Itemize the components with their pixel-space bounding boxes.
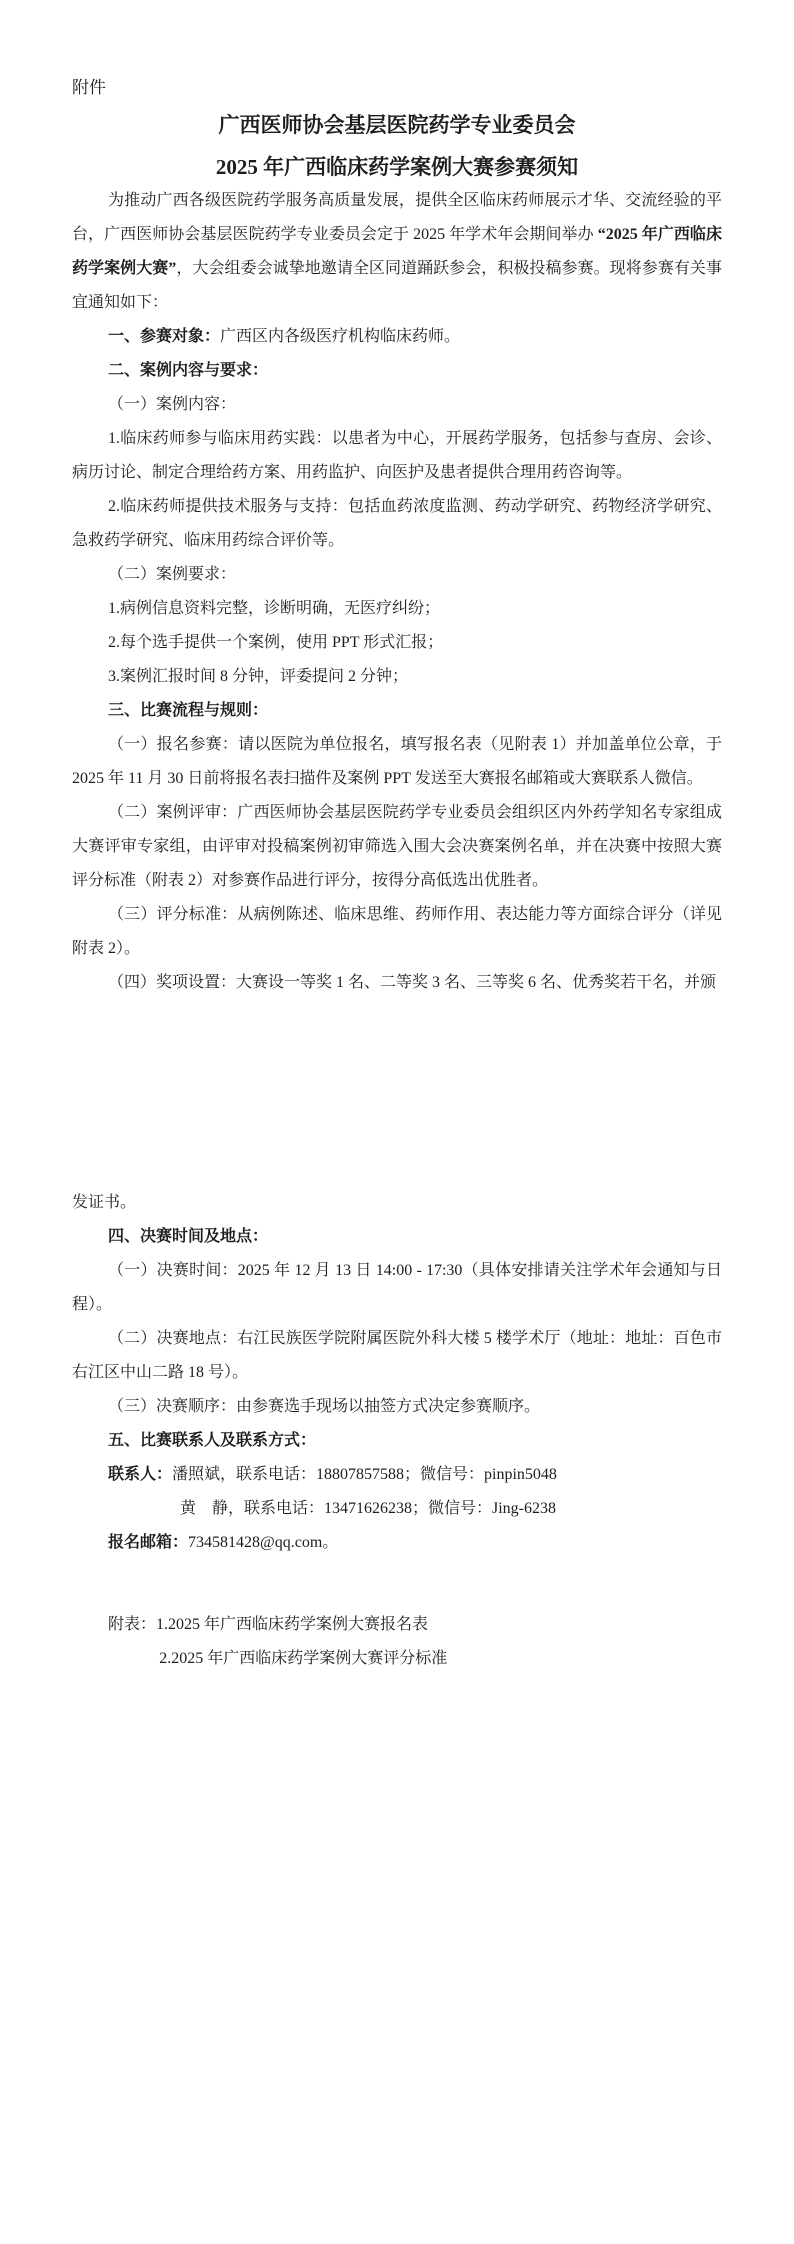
email-line [72, 1526, 722, 1560]
section4-item1: （一）决赛时间：2025 年 12 月 13 日 14:00 - 17:30（具体安排请关注学术年会通知与日程）。 [72, 1262, 722, 1313]
section1-heading: 一、参赛对象： [108, 328, 221, 345]
section1-line [72, 320, 722, 354]
section3-item4-page2: 发证书。 [72, 1194, 137, 1211]
email-label: 报名邮箱： [108, 1534, 189, 1551]
page-break-gap [72, 1000, 722, 1186]
section2-sub1-heading: （一）案例内容： [108, 396, 237, 413]
appendix-line-1: 附表：1.2025 年广西临床药学案例大赛报名表 [108, 1616, 429, 1633]
section2-heading: 二、案例内容与要求： [108, 362, 269, 379]
section3-item3: （三）评分标准：从病例陈述、临床思维、药师作用、表达能力等方面综合评分（详见附表 2）。 [72, 906, 722, 957]
email-text: 734581428@qq.com。 [188, 1534, 339, 1551]
contact1-label: 联系人： [108, 1466, 173, 1483]
contact1-text: 潘照斌，联系电话：18807857588；微信号：pinpin5048 [172, 1466, 557, 1483]
appendix-line-2: 2.2025 年广西临床药学案例大赛评分标准 [159, 1650, 448, 1667]
section2-req2: 2.每个选手提供一个案例，使用 PPT 形式汇报； [108, 634, 444, 651]
doc-title-line2: 2025 年广西临床药学案例大赛参赛须知 [215, 155, 579, 179]
contact-line-2: 黄 静，联系电话：13471626238；微信号：Jing-6238 [180, 1500, 557, 1517]
section3-item2: （二）案例评审：广西医师协会基层医院药学专业委员会组织区内外药学知名专家组成大赛评审专家组，由评审对投稿案例初审筛选入围大会决赛案例名单，并在决赛中按照大赛评分标准（附表 2）对参赛作品进行评分，按得分高低选出优胜者。 [72, 804, 722, 889]
section2-sub2-heading: （二）案例要求： [108, 566, 237, 583]
section1-body: 广西区内各级医疗机构临床药师。 [220, 328, 461, 345]
section2-content-item1: 1.临床药师参与临床用药实践：以患者为中心，开展药学服务，包括参与查房、会诊、病历讨论、制定合理给药方案、用药监护、向医护及患者提供合理用药咨询等。 [72, 430, 722, 481]
section4-item3: （三）决赛顺序：由参赛选手现场以抽签方式决定参赛顺序。 [108, 1398, 541, 1415]
intro-paragraph [72, 184, 722, 320]
intro-text-pre: 为推动广西各级医院药学服务高质量发展，提供全区临床药师展示才华、交流经验的平台，广西医师协会基层医院药学专业委员会定于 2025 年学术年会期间举办 [72, 192, 722, 243]
intro-text-post: ，大会组委会诚挚地邀请全区同道踊跃参会，积极投稿参赛。现将参赛有关事宜通知如下： [72, 260, 722, 311]
section2-req1: 1.病例信息资料完整，诊断明确，无医疗纠纷； [108, 600, 441, 617]
section2-req3: 3.案例汇报时间 8 分钟，评委提问 2 分钟； [108, 668, 409, 685]
section5-heading: 五、比赛联系人及联系方式： [108, 1432, 317, 1449]
intro-highlight: “2025 年广西临床药学案例大赛” [72, 226, 722, 277]
section2-content-item2: 2.临床药师提供技术服务与支持：包括血药浓度监测、药动学研究、药物经济学研究、急救药学研究、临床用药综合评价等。 [72, 498, 722, 549]
section3-item4-page1: （四）奖项设置：大赛设一等奖 1 名、二等奖 3 名、三等奖 6 名、优秀奖若干名，并颁 [108, 974, 717, 991]
section4-heading: 四、决赛时间及地点： [108, 1228, 269, 1245]
section3-heading: 三、比赛流程与规则： [108, 702, 269, 719]
contact-line-1 [72, 1458, 722, 1492]
doc-title-line1: 广西医师协会基层医院药学专业委员会 [218, 113, 576, 137]
attachment-label: 附件 [72, 78, 106, 97]
section4-item2: （二）决赛地点：右江民族医学院附属医院外科大楼 5 楼学术厅（地址：地址：百色市右江区中山二路 18 号）。 [72, 1330, 722, 1381]
section3-item1: （一）报名参赛：请以医院为单位报名，填写报名表（见附表 1）并加盖单位公章，于 2025 年 11 月 30 日前将报名表扫描件及案例 PPT 发送至大赛报名邮箱或大赛联系人微信。 [72, 736, 722, 787]
